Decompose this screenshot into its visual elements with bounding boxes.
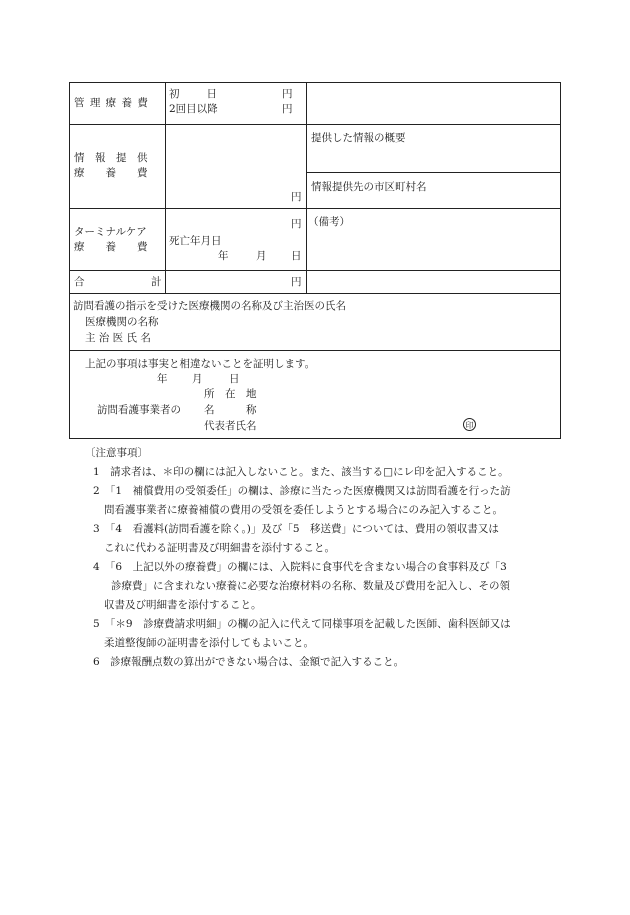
second-visit-label: 2回目以降: [169, 103, 218, 115]
note-line: 3 「4 看護料(訪問看護を除く。)」及び「5 移送費」については、費用の領収書又は: [93, 523, 499, 535]
yen-unit: 円: [291, 218, 302, 230]
institution-heading: 訪問看護の指示を受けた医療機関の名称及び主治医の氏名: [73, 300, 346, 312]
note-line: 1 請求者は、＊印の欄には記入しないこと。また、該当する□にレ印を記入すること。: [93, 466, 509, 478]
info-summary-label: 提供した情報の概要: [311, 132, 406, 144]
note-line: 問看護事業者に療養補償の費用の受領を委任しようとする場合にのみ記入すること。: [104, 504, 503, 516]
row-divider: [306, 172, 561, 173]
year-label: 年: [218, 250, 229, 262]
day-label: 日: [291, 250, 302, 262]
column-divider: [306, 82, 307, 293]
cert-month-label: 月: [192, 373, 203, 385]
yen-unit: 円: [291, 191, 302, 203]
note-line: 2 「1 補償費用の受領委任」の欄は、診療に当たった医療機関又は訪問看護を行った訪: [93, 485, 511, 497]
seal-mark: 印: [463, 418, 476, 431]
month-label: 月: [256, 250, 267, 262]
total-label: 合: [74, 276, 85, 288]
row-divider: [69, 208, 561, 209]
column-divider: [165, 82, 166, 293]
terminal-label-1: ターミナルケア: [74, 226, 147, 238]
terminal-label-2: 療 養 費: [74, 241, 148, 253]
row-divider: [69, 293, 561, 294]
note-line: これに代わる証明書及び明細書を添付すること。: [104, 542, 335, 554]
institution-name-label: 医療機関の名称: [85, 316, 159, 328]
notes-title: 〔注意事項〕: [85, 447, 148, 459]
location-label: 所 在 地: [204, 388, 257, 400]
yen-unit: 円: [282, 103, 293, 115]
note-line: 5 「＊9 診療費請求明細」の欄の記入に代えて同様事項を記載した医師、歯科医師又は: [93, 618, 511, 630]
operator-label: 訪問看護事業者の: [97, 404, 181, 416]
certification-statement: 上記の事項は事実と相違ないことを証明します。: [85, 358, 316, 370]
total-label: 計: [151, 276, 162, 288]
city-label: 情報提供先の市区町村名: [311, 181, 427, 193]
note-line: 診療費」に含まれない療養に必要な治療材料の名称、数量及び費用を記入し、その領: [111, 580, 510, 592]
note-line: 6 診療報酬点数の算出ができない場合は、金額で記入すること。: [93, 656, 405, 668]
first-day-label: 初 日: [169, 88, 219, 100]
operator-name-label: 名 称: [204, 404, 257, 416]
yen-unit: 円: [291, 276, 302, 288]
joho-label-2: 療 養 費: [74, 167, 148, 179]
kanri-label: 管 理 療 養 費: [74, 97, 149, 109]
death-date-label: 死亡年月日: [169, 235, 222, 247]
row-divider: [69, 350, 561, 351]
remarks-label: （備考）: [308, 216, 350, 228]
doctor-name-label: 主 治 医 氏 名: [85, 332, 151, 344]
note-line: 柔道整復師の証明書を添付してもよいこと。: [104, 637, 314, 649]
cert-year-label: 年: [157, 373, 168, 385]
note-line: 収書及び明細書を添付すること。: [104, 599, 262, 611]
yen-unit: 円: [282, 88, 293, 100]
row-divider: [69, 124, 561, 125]
row-divider: [69, 270, 561, 271]
cert-day-label: 日: [229, 373, 240, 385]
note-line: 4 「6 上記以外の療養費」の欄には、入院料に食事代を含まない場合の食事料及び「3: [93, 561, 507, 573]
representative-label: 代表者氏名: [204, 420, 257, 432]
joho-label-1: 情 報 提 供: [74, 152, 148, 164]
